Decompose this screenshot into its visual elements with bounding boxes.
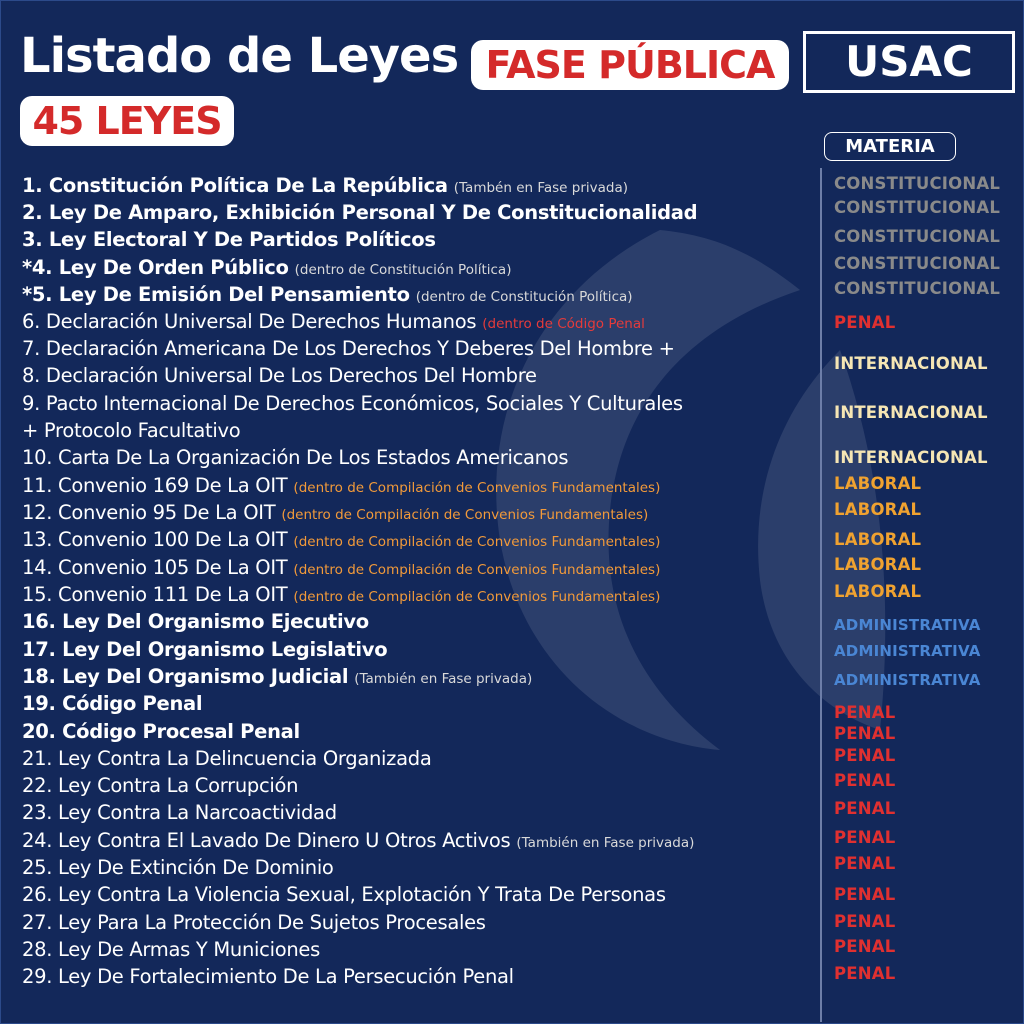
law-title: *5. Ley De Emisión Del Pensamiento	[22, 283, 410, 306]
law-item	[22, 501, 648, 524]
law-item	[22, 528, 660, 551]
law-title: 8. Declaración Universal De Los Derechos Del Hombre	[22, 364, 537, 387]
law-item	[22, 747, 431, 770]
law-title: 15. Convenio 111 De La OIT	[22, 583, 288, 606]
law-item	[22, 638, 387, 661]
materia-label-const: CONSTITUCIONAL	[834, 198, 1001, 217]
materia-label-penal: PENAL	[834, 724, 896, 743]
law-item	[22, 720, 300, 743]
law-title: 14. Convenio 105 De La OIT	[22, 556, 288, 579]
law-note: (dentro de Compilación de Convenios Fundamentales)	[293, 480, 661, 496]
law-note: (dentro de Compilación de Convenios Fundamentales)	[293, 534, 661, 550]
page-title: Listado de Leyes	[20, 28, 459, 84]
law-item	[22, 174, 628, 197]
law-title: 7. Declaración Americana De Los Derechos Y Deberes Del Hombre +	[22, 337, 675, 360]
law-item	[22, 911, 486, 934]
law-note: (dentro de Compilación de Convenios Fundamentales)	[293, 562, 661, 578]
law-item	[22, 965, 514, 988]
law-item	[22, 583, 660, 606]
law-title: 28. Ley De Armas Y Municiones	[22, 938, 320, 961]
law-title: 6. Declaración Universal De Derechos Humanos	[22, 310, 477, 333]
law-item	[22, 665, 532, 688]
materia-label-penal: PENAL	[834, 771, 896, 790]
law-note: (dentro de Compilación de Convenios Fundamentales)	[293, 589, 661, 605]
materia-label-adm: ADMINISTRATIVA	[834, 671, 981, 689]
law-title: 18. Ley Del Organismo Judicial	[22, 665, 349, 688]
law-title: 19. Código Penal	[22, 692, 203, 715]
law-item	[22, 856, 334, 879]
law-title: 2. Ley De Amparo, Exhibición Personal Y De Constitucionalidad	[22, 201, 698, 224]
law-title: 21. Ley Contra La Delincuencia Organizada	[22, 747, 432, 770]
law-note: (dentro de Compilación de Convenios Fundamentales)	[281, 507, 649, 523]
law-note: (También en Fase privada)	[516, 835, 695, 851]
law-title: 10. Carta De La Organización De Los Estados Americanos	[22, 446, 569, 469]
materia-label-penal: PENAL	[834, 799, 896, 818]
law-title: 16. Ley Del Organismo Ejecutivo	[22, 610, 369, 633]
materia-label-lab: LABORAL	[834, 474, 922, 493]
materia-label-penal: PENAL	[834, 313, 896, 332]
law-title: 25. Ley De Extinción De Dominio	[22, 856, 334, 879]
law-title: 27. Ley Para La Protección De Sujetos Procesales	[22, 911, 486, 934]
materia-label-penal: PENAL	[834, 885, 896, 904]
law-item	[22, 228, 436, 251]
law-item	[22, 392, 683, 415]
law-item	[22, 610, 369, 633]
materia-label-penal: PENAL	[834, 964, 896, 983]
law-note: (dentro de Constitución Política)	[415, 289, 633, 305]
law-title: *4. Ley De Orden Público	[22, 256, 289, 279]
materia-label-penal: PENAL	[834, 703, 896, 722]
materia-label-lab: LABORAL	[834, 582, 922, 601]
law-item	[22, 474, 660, 497]
law-title: 9. Pacto Internacional De Derechos Económicos, Sociales Y Culturales	[22, 392, 683, 415]
law-item	[22, 801, 337, 824]
materia-label-penal: PENAL	[834, 746, 896, 765]
materia-label-const: CONSTITUCIONAL	[834, 254, 1001, 273]
law-item	[22, 938, 320, 961]
materia-label-penal: PENAL	[834, 854, 896, 873]
law-title: 23. Ley Contra La Narcoactividad	[22, 801, 337, 824]
law-item	[22, 283, 633, 306]
materia-label-int: INTERNACIONAL	[834, 403, 988, 422]
law-note: (dentro de Código Penal	[482, 316, 645, 332]
law-item	[22, 556, 660, 579]
law-item	[22, 692, 202, 715]
law-title: 12. Convenio 95 De La OIT	[22, 501, 276, 524]
materia-label-const: CONSTITUCIONAL	[834, 174, 1001, 193]
law-note: (También en Fase privada)	[354, 671, 533, 687]
law-item	[22, 364, 537, 387]
law-item	[22, 446, 568, 469]
law-title: 24. Ley Contra El Lavado De Dinero U Otros Activos	[22, 829, 511, 852]
materia-label-int: INTERNACIONAL	[834, 354, 988, 373]
law-item	[22, 310, 645, 333]
law-note: (Tambén en Fase privada)	[453, 180, 629, 196]
law-title: 11. Convenio 169 De La OIT	[22, 474, 288, 497]
phase-badge: FASE PÚBLICA	[471, 40, 789, 90]
law-item	[22, 419, 240, 442]
column-divider	[820, 168, 822, 1022]
law-title: 20. Código Procesal Penal	[22, 720, 300, 743]
materia-column-header: MATERIA	[824, 132, 956, 161]
materia-label-const: CONSTITUCIONAL	[834, 227, 1001, 246]
law-count-badge: 45 LEYES	[20, 96, 234, 146]
materia-label-int: INTERNACIONAL	[834, 448, 988, 467]
law-title: 22. Ley Contra La Corrupción	[22, 774, 299, 797]
materia-label-penal: PENAL	[834, 912, 896, 931]
materia-label-lab: LABORAL	[834, 500, 922, 519]
materia-label-penal: PENAL	[834, 937, 896, 956]
institution-box: USAC	[803, 31, 1015, 93]
law-item	[22, 774, 298, 797]
law-title: 13. Convenio 100 De La OIT	[22, 528, 288, 551]
materia-label-lab: LABORAL	[834, 530, 922, 549]
law-title: 1. Constitución Política De La República	[22, 174, 448, 197]
law-title: 3. Ley Electoral Y De Partidos Políticos	[22, 228, 436, 251]
law-item	[22, 829, 694, 852]
law-item	[22, 256, 511, 279]
law-item	[22, 201, 697, 224]
law-note: (dentro de Constitución Política)	[294, 262, 512, 278]
law-item	[22, 883, 666, 906]
materia-label-penal: PENAL	[834, 828, 896, 847]
law-title: 17. Ley Del Organismo Legislativo	[22, 638, 388, 661]
law-title: 29. Ley De Fortalecimiento De La Persecución Penal	[22, 965, 514, 988]
materia-label-const: CONSTITUCIONAL	[834, 279, 1001, 298]
materia-label-adm: ADMINISTRATIVA	[834, 642, 981, 660]
law-item	[22, 337, 675, 360]
materia-label-adm: ADMINISTRATIVA	[834, 616, 981, 634]
materia-label-lab: LABORAL	[834, 555, 922, 574]
law-title: 26. Ley Contra La Violencia Sexual, Explotación Y Trata De Personas	[22, 883, 666, 906]
law-title: + Protocolo Facultativo	[22, 419, 241, 442]
